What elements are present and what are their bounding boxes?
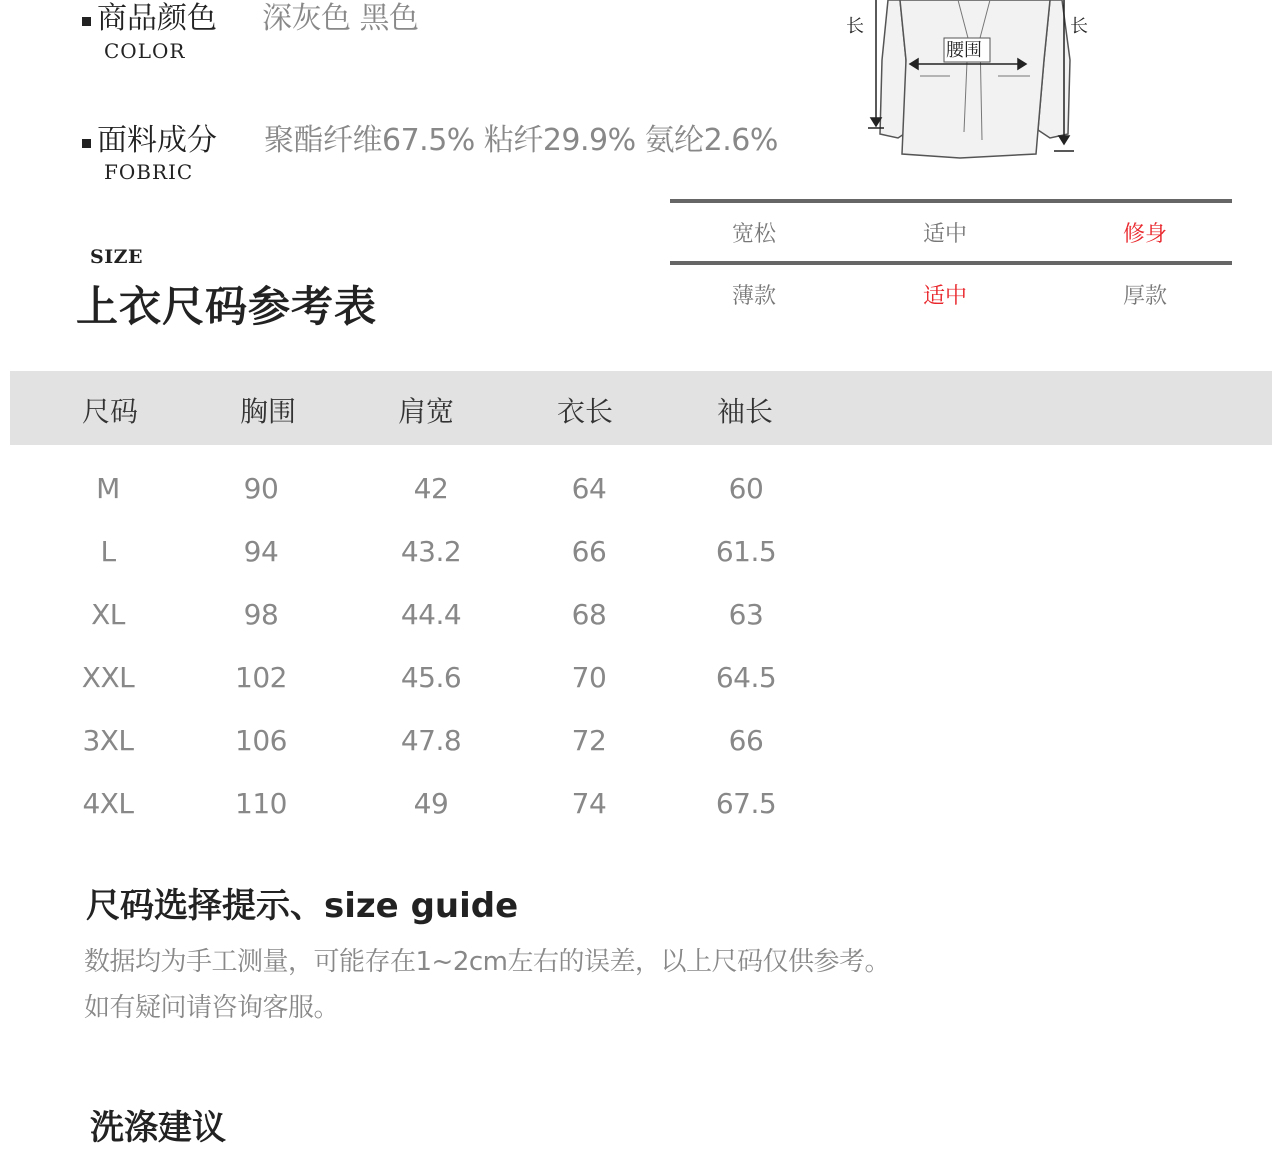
table-cell: 90 bbox=[243, 472, 279, 505]
thickness-option-thin: 薄款 bbox=[731, 284, 776, 309]
size-guide-line: 数据均为手工测量，可能存在1~2cm左右的误差，以上尺码仅供参考。 bbox=[84, 947, 890, 977]
table-cell: 72 bbox=[571, 724, 607, 757]
table-cell: 63 bbox=[728, 598, 764, 631]
jacket-body bbox=[900, 0, 1050, 158]
sleeve-label: 长 bbox=[846, 16, 864, 37]
table-cell: 67.5 bbox=[715, 787, 777, 820]
table-header-chest: 胸围 bbox=[240, 395, 297, 428]
table-cell: 61.5 bbox=[715, 535, 777, 568]
fit-option-slim: 修身 bbox=[1122, 222, 1167, 247]
table-cell: 45.6 bbox=[400, 661, 462, 694]
table-cell: 102 bbox=[235, 661, 287, 694]
wash-advice-title: 洗涤建议 bbox=[90, 1108, 226, 1148]
table-cell: 74 bbox=[571, 787, 607, 820]
table-header-size: 尺码 bbox=[82, 395, 139, 428]
table-cell: XL bbox=[91, 598, 125, 631]
table-cell: 94 bbox=[243, 535, 279, 568]
table-cell: 47.8 bbox=[400, 724, 462, 757]
size-heading-title: 上衣尺码参考表 bbox=[76, 282, 378, 331]
table-cell: M bbox=[96, 472, 120, 505]
size-heading-en: SIZE bbox=[90, 246, 143, 268]
table-cell: 43.2 bbox=[400, 535, 462, 568]
thickness-option-medium: 适中 bbox=[922, 284, 967, 309]
fit-option-loose: 宽松 bbox=[731, 222, 776, 247]
table-cell: 44.4 bbox=[400, 598, 462, 631]
table-header-shoulder: 肩宽 bbox=[398, 395, 455, 428]
table-cell: 42 bbox=[413, 472, 449, 505]
table-cell: 64.5 bbox=[715, 661, 777, 694]
color-value: 深灰色 黑色 bbox=[262, 1, 419, 36]
table-cell: 98 bbox=[243, 598, 279, 631]
thickness-scale-line bbox=[670, 261, 1232, 265]
table-cell: XXL bbox=[81, 661, 135, 694]
table-header-sleeve: 袖长 bbox=[717, 395, 774, 428]
table-cell: 70 bbox=[571, 661, 607, 694]
color-label-en: COLOR bbox=[104, 39, 186, 63]
table-cell: L bbox=[100, 535, 116, 568]
table-cell: 106 bbox=[235, 724, 287, 757]
arrow-down-icon bbox=[1059, 136, 1069, 144]
bullet-square-icon bbox=[82, 139, 91, 148]
table-cell: 60 bbox=[728, 472, 764, 505]
table-cell: 49 bbox=[413, 787, 449, 820]
bullet-square-icon bbox=[82, 17, 91, 26]
fit-option-regular: 适中 bbox=[922, 222, 967, 247]
jacket-measurement-diagram bbox=[840, 0, 1100, 170]
waist-label: 腰围 bbox=[946, 40, 982, 61]
fabric-label: 面料成分 bbox=[82, 124, 217, 158]
table-cell: 110 bbox=[235, 787, 287, 820]
table-cell: 64 bbox=[571, 472, 607, 505]
length-label: 长 bbox=[1070, 16, 1088, 37]
table-header-length: 衣长 bbox=[557, 395, 614, 428]
fabric-label-en: FOBRIC bbox=[104, 160, 194, 184]
thickness-option-thick: 厚款 bbox=[1122, 284, 1167, 309]
table-cell: 3XL bbox=[82, 724, 134, 757]
table-cell: 68 bbox=[571, 598, 607, 631]
fit-scale-line bbox=[670, 199, 1232, 203]
table-cell: 66 bbox=[728, 724, 764, 757]
size-table-header bbox=[10, 371, 1272, 445]
table-cell: 4XL bbox=[82, 787, 134, 820]
table-cell: 66 bbox=[571, 535, 607, 568]
size-guide-title: 尺码选择提示、size guide bbox=[86, 886, 519, 926]
size-guide-line: 如有疑问请咨询客服。 bbox=[84, 993, 340, 1023]
fabric-value: 聚酯纤维67.5% 粘纤29.9% 氨纶2.6% bbox=[264, 123, 778, 158]
color-label: 商品颜色 bbox=[82, 2, 217, 36]
